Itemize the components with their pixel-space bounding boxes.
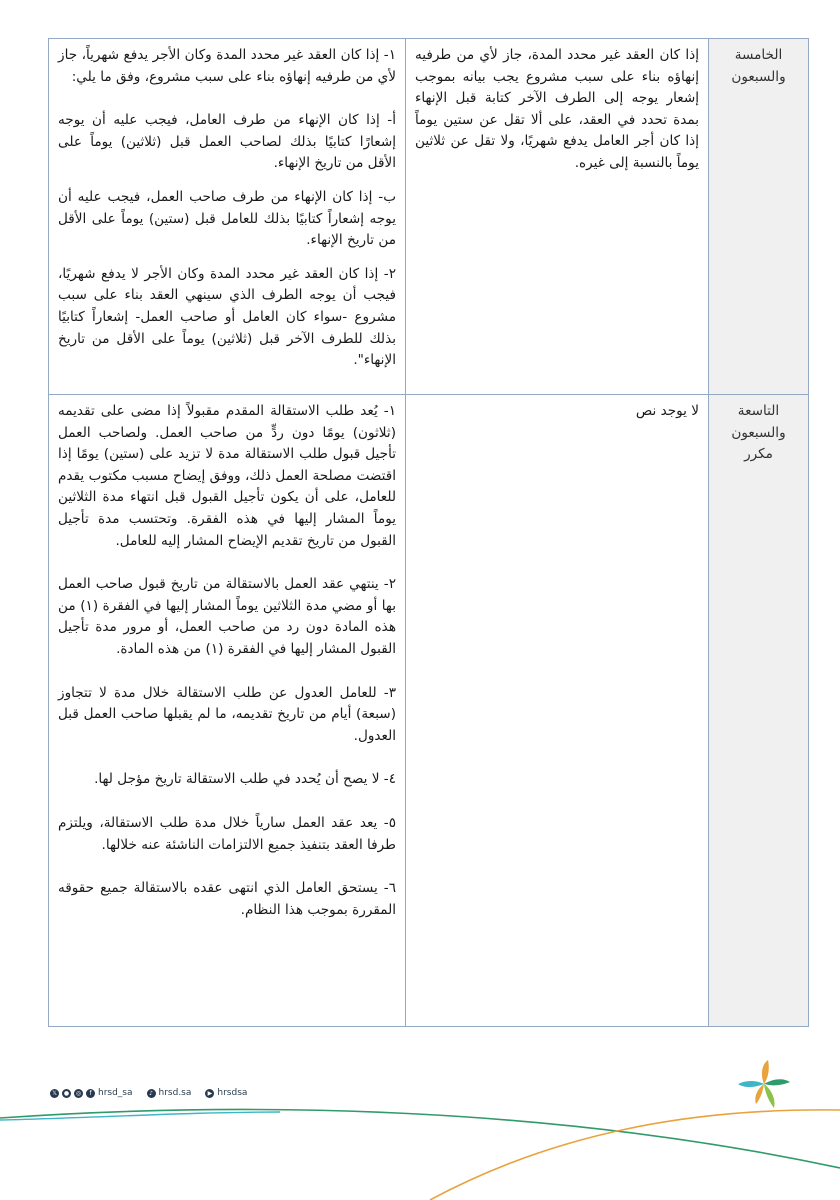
new-text-cell [49, 39, 406, 395]
new-paragraph: ٤- لا يصح أن يُحدد في طلب الاستقالة تاريخ مؤجل لها. [94, 771, 396, 788]
new-paragraph: ٢- إذا كان العقد غير محدد المدة وكان الأجر لا يدفع شهريًا، فيجب أن يوجه الطرف الذي سينهي العقد بناء على سبب مشروع -سواء كان العامل أو صاحب العمل- إشعاراً كتابيًا بذلك للطرف الآخر قبل (ثلاثين) يوماً على الأقل من تاريخ الإنهاء". [58, 265, 396, 369]
new-paragraph: ٢- ينتهي عقد العمل بالاستقالة من تاريخ قبول صاحب العمل بها أو مضي مدة الثلاثين يوماً المشار إليها في الفقرة (١) من هذه المادة دون رد من صاحب العمل، أو مرور مدة تأجيل القبول المشار إليها في الفقرة (١) من هذه المادة. [58, 576, 396, 657]
snapchat-icon[interactable]: ● [63, 1089, 70, 1097]
table-row [49, 395, 809, 1027]
new-paragraph: أ- إذا كان الإنهاء من طرف العامل، فيجب عليه أن يوجه إشعارًا كتابيًا بذلك لصاحب العمل قبل (ثلاثين) يوماً على الأقل من تاريخ الإنهاء. [58, 112, 396, 172]
new-paragraph: ٣- للعامل العدول عن طلب الاستقالة خلال مدة لا تتجاوز (سبعة) أيام من تاريخ تقديمه، ما لم يقبلها صاحب العمل قبل العدول. [58, 684, 396, 744]
instagram-icon[interactable]: ◎ [75, 1089, 82, 1097]
footer-decoration [0, 1060, 840, 1200]
article-cell: التاسعة والسبعون مكرر [709, 395, 809, 1027]
page-footer [0, 1060, 840, 1200]
new-paragraph: ١- يُعد طلب الاستقالة المقدم مقبولاً إذا مضى على تقديمه (ثلاثون) يومًا دون ردٍّ من صاحب العمل. ولصاحب العمل تأجيل قبول طلب الاستقالة مدة لا تزيد على (ستين) يومًا إذا اقتضت مصلحة العمل ذلك، ووفق إيضاح مسبب مكتوب يقدم للعامل، على أن يكون تأجيل القبول قبل انتهاء مدة الثلاثين يوماً المشار إليها في هذه الفقرة. وتحتسب مدة تأجيل القبول من تاريخ تقديم الإيضاح المشار إليه للعامل. [58, 403, 396, 549]
new-text-cell [49, 395, 406, 1027]
ministry-logo-icon [738, 1060, 790, 1108]
old-text: إذا كان العقد غير محدد المدة، جاز لأي من طرفيه إنهاؤه بناء على سبب مشروع يجب بيانه بموجب إشعار يوجه إلى الطرف الآخر كتابة قبل الإنهاء بمدة تحدد في العقد، على ألا تقل عن ستين يوماً إذا كان أجر العامل يدفع شهريًا، ولا تقل عن ثلاثين يوماً بالنسبة إلى غيره. [415, 47, 699, 171]
old-text: لا يوجد نص [635, 403, 699, 419]
social-group [205, 1088, 247, 1098]
x-icon[interactable]: 𝕏 [50, 1089, 59, 1098]
youtube-icon[interactable]: ▶ [205, 1089, 214, 1098]
social-group [50, 1088, 133, 1098]
facebook-icon[interactable]: f [86, 1089, 95, 1098]
old-text-cell [406, 39, 709, 395]
new-paragraph: ب- إذا كان الإنهاء من طرف صاحب العمل، فيجب عليه أن يوجه إشعاراً كتابيًا بذلك للعامل قبل (ستين) يوماً على الأقل من تاريخ الإنهاء. [58, 188, 396, 249]
old-text-cell [406, 395, 709, 1027]
tiktok-icon[interactable]: ♪ [147, 1089, 156, 1098]
social-handle[interactable]: hrsd_sa [98, 1088, 133, 1098]
article-cell: الخامسة والسبعون [709, 39, 809, 395]
social-handle[interactable]: hrsdsa [217, 1088, 248, 1098]
new-paragraph: ٦- يستحق العامل الذي انتهى عقده بالاستقالة جميع حقوقه المقررة بموجب هذا النظام. [58, 880, 396, 918]
social-handle[interactable]: hrsd.sa [158, 1088, 192, 1098]
new-paragraph: ٥- يعد عقد العمل سارياً خلال مدة طلب الاستقالة، ويلتزم طرفا العقد بتنفيذ جميع الالتزامات الناشئة عنه خلالها. [58, 814, 396, 853]
table-row [49, 39, 809, 395]
green-arc [0, 1110, 840, 1168]
new-paragraph: ١- إذا كان العقد غير محدد المدة وكان الأجر يدفع شهرياً، جاز لأي من طرفيه إنهاؤه بناء على سبب مشروع، وفق ما يلي: [58, 47, 396, 85]
social-links [50, 1088, 247, 1098]
social-group [147, 1088, 192, 1098]
amendments-table [48, 38, 809, 1027]
